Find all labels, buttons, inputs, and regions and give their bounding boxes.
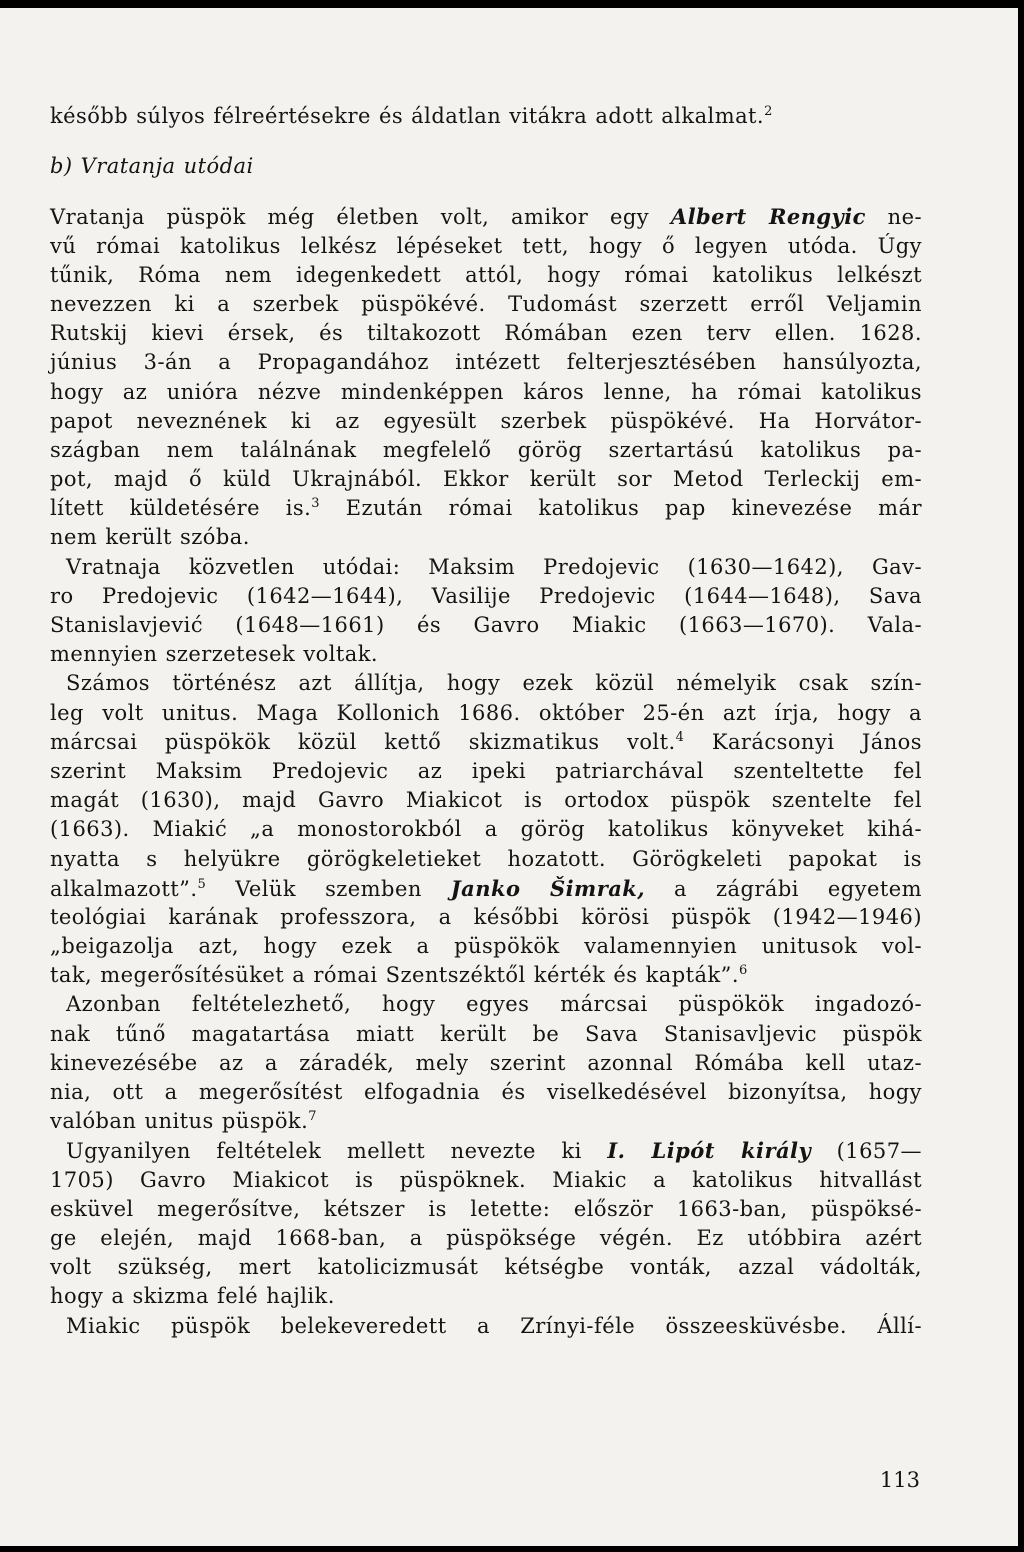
paragraph-1-line: Vratanja püspök még életben volt, amikor egy Albert Rengyic ne- — [50, 204, 923, 230]
paragraph-3-line: magát (1630), majd Gavro Miakicot is ortodox püspök szentelte fel — [50, 788, 922, 813]
paragraph-5-line: ge elején, majd 1668-ban, a püspöksége végén. Ez utóbbira azért — [50, 1225, 922, 1250]
paragraph-1-line: nevezzen ki a szerbek püspökévé. Tudomást szerzett erről Veljamin — [50, 291, 922, 316]
paragraph-1-line: szágban nem találnának megfelelő görög szertartású katolikus pa- — [50, 437, 922, 462]
scan-edge-bottom — [0, 1546, 1024, 1552]
paragraph-2-line: Stanislavjević (1648—1661) és Gavro Miakic (1663—1670). Vala- — [50, 613, 922, 637]
footnote-ref-4: 4 — [675, 729, 685, 745]
paragraph-5-line: volt szükség, mert katolicizmusát kétségbe vonták, azzal vádolták, — [50, 1255, 922, 1280]
paragraph-4-line: kinevezésébe az a záradék, mely szerint azonnal Rómába kell utaz- — [50, 1050, 922, 1075]
paragraph-1-line: lített küldetésére is.$^3$ Ezután római katolikus pap kinevezése már — [50, 496, 922, 521]
paragraph-5-line: 1705) Gavro Miakicot is püspöknek. Miakic a katolikus hitvallást — [50, 1167, 922, 1192]
paragraph-3-line: nyatta s helyükre görögkeletieket hozatott. Görögkeleti papokat is — [50, 846, 922, 871]
paragraph-2-line: Vratnaja közvetlen utódai: Maksim Predojevic (1630—1642), Gav- — [66, 554, 922, 579]
paragraph-4-line: nak tűnő magatartása miatt került be Sava Stanisavljevic püspök — [50, 1021, 922, 1046]
opening-line: később súlyos félreértésekre és áldatlan vitákra adott alkalmat.$^2$ — [50, 104, 773, 128]
name-albert-rengyic: Albert Rengyic — [670, 204, 866, 230]
footnote-ref-6: 6 — [739, 963, 748, 979]
footnote-ref-5: 5 — [197, 876, 207, 892]
scan-edge-right — [1018, 0, 1024, 1552]
page-body-text — [50, 102, 922, 1341]
paragraph-1-line: hogy az unióra nézve mindenképpen káros lenne, ha római katolikus — [50, 379, 922, 404]
paragraph-1-line: nem került szóba. — [50, 525, 250, 550]
paragraph-1-line: tűnik, Róma nem idegenkedett attól, hogy római katolikus lelkészt — [50, 262, 922, 287]
scan-edge-top — [0, 0, 1024, 8]
paragraph-1-line: papot neveznének ki az egyesült szerbek püspökévé. Ha Horvátor- — [50, 408, 922, 433]
footnote-ref-3: 3 — [311, 496, 320, 512]
paragraph-1-line: Rutskij kievi érsek, és tiltakozott Rómában ezen terv ellen. 1628. — [50, 321, 922, 346]
paragraph-4-line: valóban unitus püspök.$^7$ — [50, 1109, 317, 1134]
name-janko-simrak: Janko Šimrak, — [450, 875, 646, 901]
paragraph-5-line: Ugyanilyen feltételek mellett nevezte ki I. Lipót király (1657— — [66, 1138, 922, 1164]
paragraph-3-line: Számos történész azt állítja, hogy ezek közül némelyik csak szín- — [66, 671, 922, 696]
paragraph-4-line: Azonban feltételezhető, hogy egyes márcsai püspökök ingadozó- — [66, 992, 922, 1017]
paragraph-4-line: nia, ott a megerősítést elfogadnia és viselkedésével bizonyítsa, hogy — [50, 1080, 922, 1104]
paragraph-5-line: hogy a skizma felé hajlik. — [50, 1284, 335, 1309]
footnote-ref-2: 2 — [764, 104, 773, 119]
paragraph-3-line: leg volt unitus. Maga Kollonich 1686. október 25-én azt írja, hogy a — [50, 700, 922, 725]
paragraph-3-line: (1663). Miakić „a monostorokból a görög katolikus könyveket kihá- — [50, 817, 922, 842]
paragraph-3-line: „beigazolja azt, hogy ezek a püspökök valamennyien unitusok vol- — [50, 934, 922, 959]
paragraph-1-line: pot, majd ő küld Ukrajnából. Ekkor került sor Metod Terleckij em- — [50, 467, 922, 492]
paragraph-2-line: mennyien szerzetesek voltak. — [50, 642, 379, 667]
section-heading: b) Vratanja utódai — [50, 154, 254, 179]
paragraph-1-line: június 3-án a Propagandához intézett felterjesztésében hansúlyozta, — [50, 350, 922, 375]
paragraph-3-line: teológiai karának professzora, a későbbi körösi püspök (1942—1946) — [50, 904, 922, 929]
paragraph-1-line: vű római katolikus lelkész lépéseket tett, hogy ő legyen utóda. Úgy — [50, 233, 922, 258]
paragraph-3-line: szerint Maksim Predojevic az ipeki patriarchával szenteltette fel — [50, 758, 922, 783]
name-lipot-kiraly: I. Lipót király — [607, 1138, 812, 1164]
footnote-ref-7: 7 — [308, 1109, 317, 1125]
paragraph-6-line: Miakic püspök belekeveredett a Zrínyi-féle összeesküvésbe. Állí- — [66, 1313, 922, 1338]
paragraph-3-line: tak, megerősítésüket a római Szentszéktől kérték és kapták”.$^6$ — [50, 963, 748, 988]
paragraph-5-line: esküvel megerősítve, kétszer is letette: először 1663-ban, püspöksé- — [50, 1196, 922, 1221]
paragraph-2-line: ro Predojevic (1642—1644), Vasilije Predojevic (1644—1648), Sava — [50, 583, 922, 608]
page-number: 113 — [879, 1468, 920, 1492]
paragraph-3-line: márcsai püspökök közül kettő skizmatikus volt.$^4$ Karácsonyi János — [50, 729, 922, 754]
paragraph-3-line: alkalmazott”.$^5$ Velük szemben Janko Šimrak, a zágrábi egyetem — [50, 875, 922, 901]
